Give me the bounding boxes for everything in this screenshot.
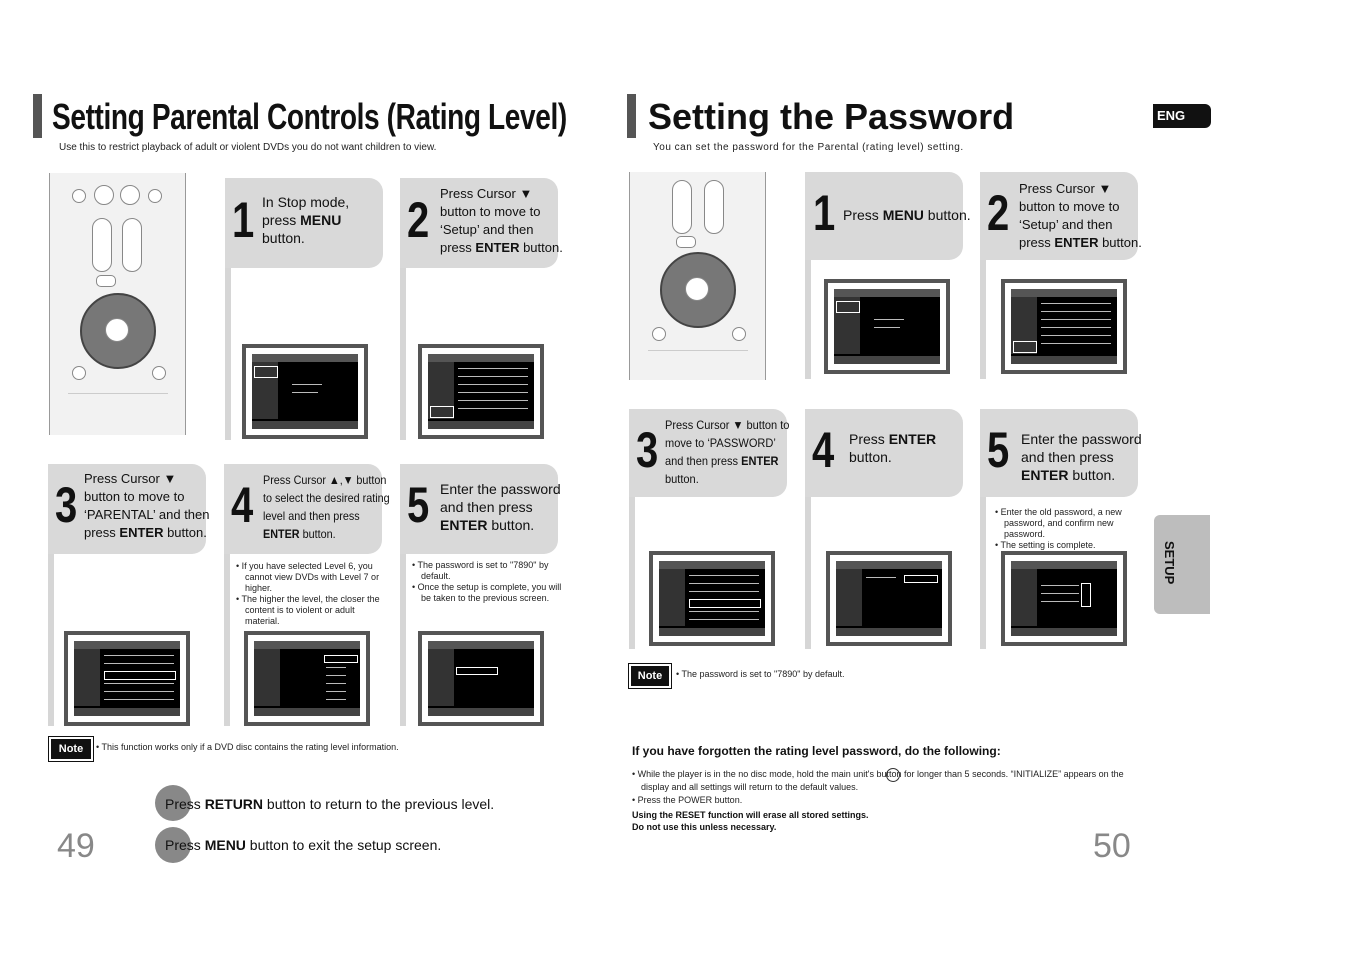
note-badge: Note	[629, 664, 671, 688]
step-4-number: 4	[231, 477, 254, 533]
step-5-bullets	[412, 560, 572, 604]
step-4-screen	[826, 551, 952, 646]
forgot-bullet: • Press the POWER button.	[632, 795, 743, 805]
step-1-text: In Stop mode, press MENU button.	[262, 194, 350, 246]
step-2-text: Press Cursor ▼ button to move to ‘Setup’ and then press ENTER button.	[1019, 181, 1142, 250]
step-5-screen	[418, 631, 544, 726]
step-3-text: Press Cursor ▼ button to move to ‘PASSWORD’ and then press ENTER button.	[665, 418, 790, 486]
step-4-text: Press Cursor ▲,▼ button to select the desired rating level and then press ENTER button.	[263, 473, 390, 541]
step-5-bullets	[995, 507, 1145, 551]
step-5-bullet: • The setting is complete.	[995, 540, 1096, 550]
forgot-bullet: • While the player is in the no disc mode, hold the main unit's button for longer than 5 seconds. “INITIALIZE” appears on the display and all settings will return to the default values.	[632, 769, 1124, 792]
step-3-number: 3	[636, 422, 659, 478]
warning-line-1: Using the RESET function will erase all stored settings.	[632, 810, 869, 820]
step-2-number: 2	[407, 192, 430, 248]
step-1-number: 1	[232, 192, 255, 248]
step-2-text: Press Cursor ▼ button to move to ‘Setup’ and then press ENTER button.	[440, 186, 563, 255]
step-4-bullets	[236, 561, 386, 627]
page-title-left: Setting Parental Controls (Rating Level)	[52, 96, 567, 137]
step-4-text: Press ENTER button.	[849, 431, 937, 465]
step-3-screen	[649, 551, 775, 646]
page-number-right: 50	[1093, 827, 1131, 865]
step-5-text: Enter the password and then press ENTER button.	[440, 481, 561, 533]
title-accent-bar	[33, 94, 42, 138]
page-title-right: Setting the Password	[648, 96, 1015, 137]
eng-badge: ENG	[1153, 104, 1211, 128]
note-badge: Note	[49, 737, 93, 761]
step-2-screen	[1001, 279, 1127, 374]
menu-instruction: Press MENU button to exit the setup screen.	[165, 837, 442, 853]
step-1-number: 1	[813, 185, 836, 241]
step-2-number: 2	[987, 185, 1010, 241]
step-3-text: Press Cursor ▼ button to move to ‘PARENTAL’ and then press ENTER button.	[84, 471, 210, 540]
setup-tab	[1154, 515, 1210, 614]
step-5-number: 5	[987, 422, 1010, 478]
page-subtitle-left: Use this to restrict playback of adult or violent DVDs you do not want children to view.	[59, 142, 437, 153]
page-number-left: 49	[57, 827, 95, 865]
step-5-text: Enter the password and then press ENTER button.	[1021, 431, 1142, 483]
step-4-bullet: • The higher the level, the closer the content is to violent or adult material.	[236, 594, 380, 626]
step-5-bullet: • Once the setup is complete, you will be taken to the previous screen.	[412, 582, 562, 603]
step-3-screen	[64, 631, 190, 726]
step-5-number: 5	[407, 477, 430, 533]
note-text: • This function works only if a DVD disc contains the rating level information.	[96, 742, 399, 752]
title-accent-bar	[627, 94, 636, 138]
page-subtitle-right: You can set the password for the Parental (rating level) setting.	[653, 142, 964, 153]
return-instruction: Press RETURN button to return to the previous level.	[165, 796, 495, 812]
step-1-screen	[824, 279, 950, 374]
remote-illustration	[629, 172, 766, 380]
step-2-screen	[418, 344, 544, 439]
step-4-bullet: • If you have selected Level 6, you cannot view DVDs with Level 7 or higher.	[236, 561, 380, 593]
step-1-text: Press MENU button.	[843, 207, 971, 223]
step-4-screen	[244, 631, 370, 726]
reset-button-icon	[886, 768, 900, 782]
step-5-screen	[1001, 551, 1127, 646]
step-3-number: 3	[55, 477, 78, 533]
forgot-heading: If you have forgotten the rating level password, do the following:	[632, 744, 1001, 758]
step-5-bullet: • Enter the old password, a new password, and confirm new password.	[995, 507, 1122, 539]
note-text: • The password is set to "7890" by default.	[676, 669, 845, 679]
warning-line-2: Do not use this unless necessary.	[632, 822, 777, 832]
remote-illustration	[49, 173, 186, 435]
step-5-bullet: • The password is set to "7890" by default.	[412, 560, 549, 581]
step-4-number: 4	[812, 422, 835, 478]
step-1-screen	[242, 344, 368, 439]
setup-tab-label: SETUP	[1162, 541, 1177, 585]
